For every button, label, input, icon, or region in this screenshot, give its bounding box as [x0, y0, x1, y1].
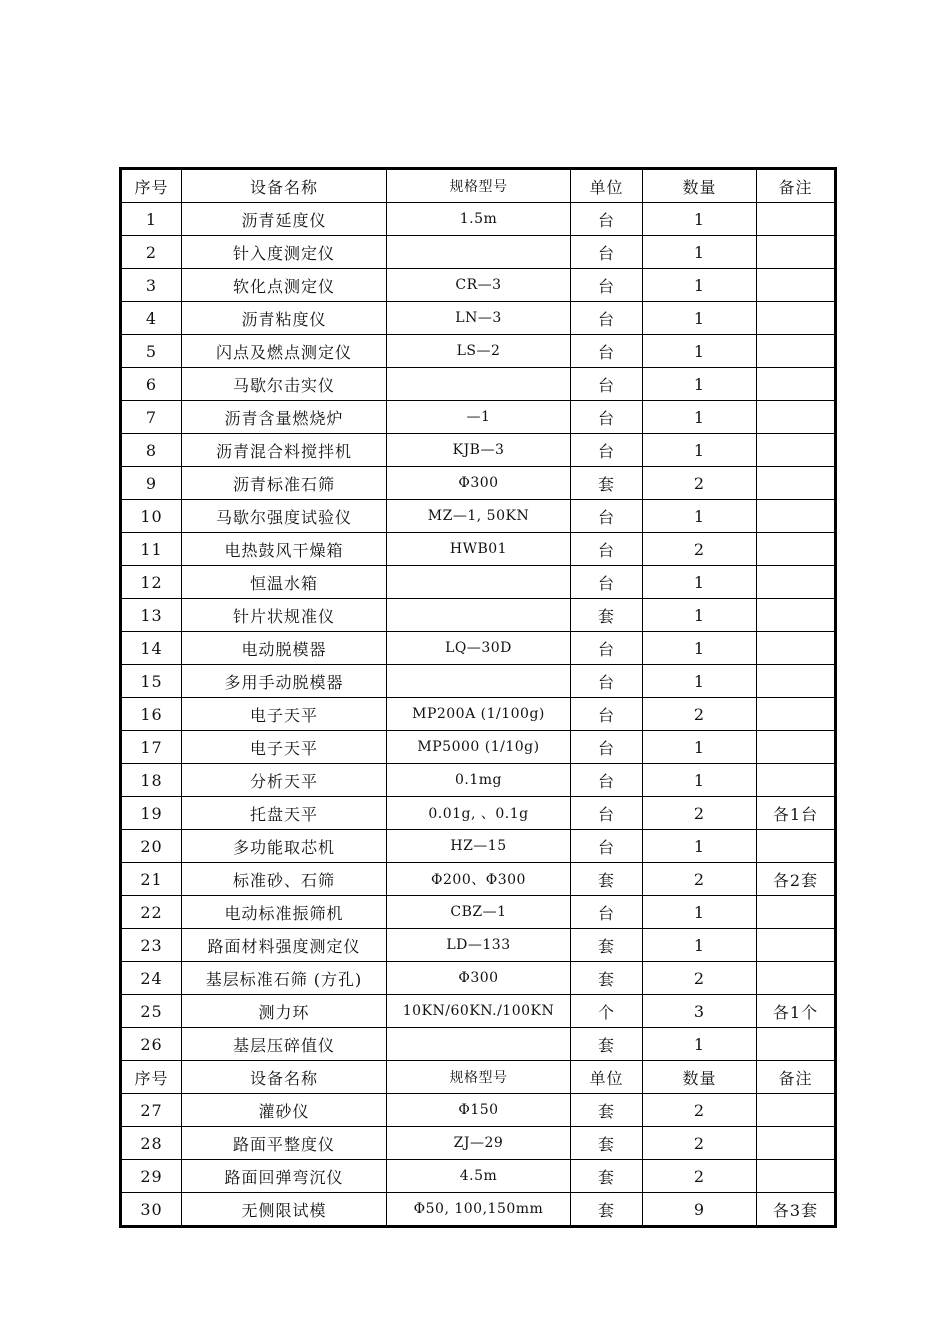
cell-name: 沥青混合料搅拌机	[182, 434, 387, 467]
table-row	[121, 434, 836, 467]
cell-no: 27	[121, 1094, 182, 1127]
table-row	[121, 1094, 836, 1127]
cell-spec: MP200A (1/100g)	[387, 698, 571, 731]
cell-no: 6	[121, 368, 182, 401]
cell-qty: 1	[643, 665, 757, 698]
cell-no: 25	[121, 995, 182, 1028]
cell-note	[757, 929, 836, 962]
cell-note: 各1台	[757, 797, 836, 830]
cell-spec: Φ300	[387, 962, 571, 995]
cell-name: 电动脱模器	[182, 632, 387, 665]
cell-unit: 套	[571, 1160, 643, 1193]
cell-no: 30	[121, 1193, 182, 1227]
cell-name: 路面回弹弯沉仪	[182, 1160, 387, 1193]
cell-spec	[387, 599, 571, 632]
cell-note	[757, 533, 836, 566]
column-header: 序号	[121, 169, 182, 203]
cell-spec: HZ—15	[387, 830, 571, 863]
cell-spec	[387, 665, 571, 698]
cell-name: 托盘天平	[182, 797, 387, 830]
column-header: 数量	[643, 1061, 757, 1094]
cell-name: 电动标准振筛机	[182, 896, 387, 929]
cell-qty: 1	[643, 335, 757, 368]
cell-name: 针入度测定仪	[182, 236, 387, 269]
cell-no: 17	[121, 731, 182, 764]
cell-unit: 台	[571, 368, 643, 401]
cell-note	[757, 896, 836, 929]
table-row	[121, 896, 836, 929]
cell-no: 15	[121, 665, 182, 698]
cell-name: 马歇尔强度试验仪	[182, 500, 387, 533]
cell-qty: 1	[643, 731, 757, 764]
cell-name: 分析天平	[182, 764, 387, 797]
cell-spec: 0.1mg	[387, 764, 571, 797]
cell-qty: 1	[643, 599, 757, 632]
cell-no: 22	[121, 896, 182, 929]
column-header: 规格型号	[387, 169, 571, 203]
cell-spec: 10KN/60KN./100KN	[387, 995, 571, 1028]
cell-unit: 台	[571, 302, 643, 335]
cell-no: 4	[121, 302, 182, 335]
table-row	[121, 797, 836, 830]
header-row	[121, 169, 836, 203]
cell-name: 针片状规准仪	[182, 599, 387, 632]
cell-qty: 2	[643, 698, 757, 731]
cell-spec	[387, 368, 571, 401]
cell-no: 12	[121, 566, 182, 599]
cell-note	[757, 335, 836, 368]
cell-no: 3	[121, 269, 182, 302]
table-row	[121, 533, 836, 566]
cell-spec: CR—3	[387, 269, 571, 302]
cell-qty: 9	[643, 1193, 757, 1227]
cell-unit: 套	[571, 599, 643, 632]
cell-spec: Φ50, 100,150mm	[387, 1193, 571, 1227]
cell-name: 无侧限试模	[182, 1193, 387, 1227]
cell-unit: 台	[571, 797, 643, 830]
cell-unit: 台	[571, 632, 643, 665]
cell-spec: 0.01g, 、0.1g	[387, 797, 571, 830]
cell-spec: LQ—30D	[387, 632, 571, 665]
cell-unit: 套	[571, 467, 643, 500]
table-row	[121, 698, 836, 731]
column-header: 单位	[571, 169, 643, 203]
table-row	[121, 599, 836, 632]
cell-spec: MZ—1, 50KN	[387, 500, 571, 533]
cell-qty: 2	[643, 1127, 757, 1160]
cell-unit: 台	[571, 335, 643, 368]
cell-note	[757, 500, 836, 533]
cell-spec: ZJ—29	[387, 1127, 571, 1160]
cell-unit: 台	[571, 236, 643, 269]
cell-name: 沥青含量燃烧炉	[182, 401, 387, 434]
cell-spec	[387, 1028, 571, 1061]
equipment-table-body	[121, 169, 836, 1227]
table-row	[121, 731, 836, 764]
cell-note	[757, 764, 836, 797]
table-row	[121, 566, 836, 599]
cell-unit: 台	[571, 434, 643, 467]
cell-spec	[387, 566, 571, 599]
cell-no: 23	[121, 929, 182, 962]
cell-name: 闪点及燃点测定仪	[182, 335, 387, 368]
cell-note: 各2套	[757, 863, 836, 896]
cell-qty: 1	[643, 500, 757, 533]
cell-spec: Φ150	[387, 1094, 571, 1127]
table-row	[121, 962, 836, 995]
cell-qty: 1	[643, 896, 757, 929]
cell-unit: 台	[571, 269, 643, 302]
cell-name: 电热鼓风干燥箱	[182, 533, 387, 566]
table-row	[121, 764, 836, 797]
cell-no: 26	[121, 1028, 182, 1061]
cell-note	[757, 1127, 836, 1160]
cell-note	[757, 731, 836, 764]
cell-spec: KJB—3	[387, 434, 571, 467]
column-header: 规格型号	[387, 1061, 571, 1094]
column-header: 数量	[643, 169, 757, 203]
cell-qty: 2	[643, 1094, 757, 1127]
cell-qty: 2	[643, 533, 757, 566]
cell-note	[757, 665, 836, 698]
column-header: 设备名称	[182, 1061, 387, 1094]
cell-name: 沥青延度仪	[182, 203, 387, 236]
cell-no: 8	[121, 434, 182, 467]
table-row	[121, 929, 836, 962]
cell-qty: 3	[643, 995, 757, 1028]
cell-spec: LN—3	[387, 302, 571, 335]
column-header: 序号	[121, 1061, 182, 1094]
cell-no: 5	[121, 335, 182, 368]
cell-unit: 台	[571, 203, 643, 236]
cell-name: 基层压碎值仪	[182, 1028, 387, 1061]
table-row	[121, 1160, 836, 1193]
cell-qty: 2	[643, 962, 757, 995]
cell-note	[757, 269, 836, 302]
cell-no: 7	[121, 401, 182, 434]
cell-no: 16	[121, 698, 182, 731]
equipment-table	[119, 167, 837, 1228]
table-row	[121, 830, 836, 863]
cell-no: 9	[121, 467, 182, 500]
cell-name: 软化点测定仪	[182, 269, 387, 302]
cell-no: 24	[121, 962, 182, 995]
cell-note	[757, 1028, 836, 1061]
cell-qty: 1	[643, 1028, 757, 1061]
cell-name: 马歇尔击实仪	[182, 368, 387, 401]
cell-no: 19	[121, 797, 182, 830]
cell-name: 测力环	[182, 995, 387, 1028]
cell-note	[757, 599, 836, 632]
table-row	[121, 1127, 836, 1160]
cell-unit: 台	[571, 698, 643, 731]
cell-name: 多功能取芯机	[182, 830, 387, 863]
cell-name: 灌砂仪	[182, 1094, 387, 1127]
cell-note	[757, 830, 836, 863]
table-row	[121, 1193, 836, 1227]
cell-unit: 台	[571, 764, 643, 797]
cell-spec: 4.5m	[387, 1160, 571, 1193]
table-row	[121, 665, 836, 698]
cell-note	[757, 203, 836, 236]
cell-spec: MP5000 (1/10g)	[387, 731, 571, 764]
cell-note	[757, 434, 836, 467]
cell-qty: 1	[643, 830, 757, 863]
cell-spec: 1.5m	[387, 203, 571, 236]
cell-qty: 2	[643, 467, 757, 500]
table-row	[121, 302, 836, 335]
cell-unit: 台	[571, 665, 643, 698]
cell-unit: 套	[571, 1028, 643, 1061]
cell-note	[757, 632, 836, 665]
cell-note	[757, 368, 836, 401]
cell-unit: 套	[571, 962, 643, 995]
cell-unit: 台	[571, 533, 643, 566]
cell-note	[757, 401, 836, 434]
cell-unit: 台	[571, 566, 643, 599]
cell-note	[757, 236, 836, 269]
cell-name: 沥青标准石筛	[182, 467, 387, 500]
cell-name: 路面材料强度测定仪	[182, 929, 387, 962]
cell-qty: 2	[643, 863, 757, 896]
table-row	[121, 203, 836, 236]
cell-unit: 台	[571, 896, 643, 929]
cell-unit: 套	[571, 1094, 643, 1127]
table-row	[121, 1028, 836, 1061]
cell-spec: —1	[387, 401, 571, 434]
cell-qty: 1	[643, 401, 757, 434]
column-header: 备注	[757, 1061, 836, 1094]
cell-unit: 套	[571, 1127, 643, 1160]
cell-qty: 1	[643, 566, 757, 599]
cell-note	[757, 302, 836, 335]
cell-no: 14	[121, 632, 182, 665]
table-row	[121, 863, 836, 896]
cell-qty: 2	[643, 797, 757, 830]
cell-no: 29	[121, 1160, 182, 1193]
table-row	[121, 368, 836, 401]
cell-no: 18	[121, 764, 182, 797]
cell-no: 10	[121, 500, 182, 533]
cell-spec: CBZ—1	[387, 896, 571, 929]
cell-name: 路面平整度仪	[182, 1127, 387, 1160]
cell-name: 多用手动脱模器	[182, 665, 387, 698]
cell-unit: 套	[571, 929, 643, 962]
cell-qty: 1	[643, 434, 757, 467]
cell-unit: 台	[571, 401, 643, 434]
cell-unit: 套	[571, 863, 643, 896]
cell-qty: 1	[643, 929, 757, 962]
cell-no: 2	[121, 236, 182, 269]
cell-qty: 1	[643, 203, 757, 236]
cell-unit: 个	[571, 995, 643, 1028]
column-header: 备注	[757, 169, 836, 203]
cell-note: 各3套	[757, 1193, 836, 1227]
cell-note	[757, 962, 836, 995]
cell-qty: 1	[643, 632, 757, 665]
cell-note: 各1个	[757, 995, 836, 1028]
cell-spec: LD—133	[387, 929, 571, 962]
table-row	[121, 335, 836, 368]
cell-no: 13	[121, 599, 182, 632]
cell-qty: 1	[643, 764, 757, 797]
table-row	[121, 401, 836, 434]
table-row	[121, 500, 836, 533]
cell-no: 20	[121, 830, 182, 863]
cell-unit: 台	[571, 500, 643, 533]
cell-no: 11	[121, 533, 182, 566]
column-header: 单位	[571, 1061, 643, 1094]
cell-spec: LS—2	[387, 335, 571, 368]
table-row	[121, 632, 836, 665]
cell-note	[757, 1160, 836, 1193]
cell-no: 1	[121, 203, 182, 236]
cell-unit: 套	[571, 1193, 643, 1227]
cell-spec: Φ300	[387, 467, 571, 500]
cell-qty: 1	[643, 269, 757, 302]
cell-name: 恒温水箱	[182, 566, 387, 599]
cell-name: 电子天平	[182, 731, 387, 764]
cell-note	[757, 467, 836, 500]
cell-note	[757, 1094, 836, 1127]
cell-qty: 1	[643, 368, 757, 401]
table-row	[121, 236, 836, 269]
cell-note	[757, 566, 836, 599]
header-row	[121, 1061, 836, 1094]
table-row	[121, 467, 836, 500]
cell-unit: 台	[571, 830, 643, 863]
cell-spec	[387, 236, 571, 269]
cell-qty: 1	[643, 302, 757, 335]
cell-no: 28	[121, 1127, 182, 1160]
table-row	[121, 269, 836, 302]
cell-qty: 1	[643, 236, 757, 269]
cell-name: 基层标准石筛 (方孔)	[182, 962, 387, 995]
cell-unit: 台	[571, 731, 643, 764]
cell-name: 电子天平	[182, 698, 387, 731]
cell-note	[757, 698, 836, 731]
column-header: 设备名称	[182, 169, 387, 203]
table-row	[121, 995, 836, 1028]
cell-spec: Φ200、Φ300	[387, 863, 571, 896]
cell-no: 21	[121, 863, 182, 896]
cell-name: 沥青粘度仪	[182, 302, 387, 335]
cell-qty: 2	[643, 1160, 757, 1193]
cell-name: 标准砂、石筛	[182, 863, 387, 896]
cell-spec: HWB01	[387, 533, 571, 566]
